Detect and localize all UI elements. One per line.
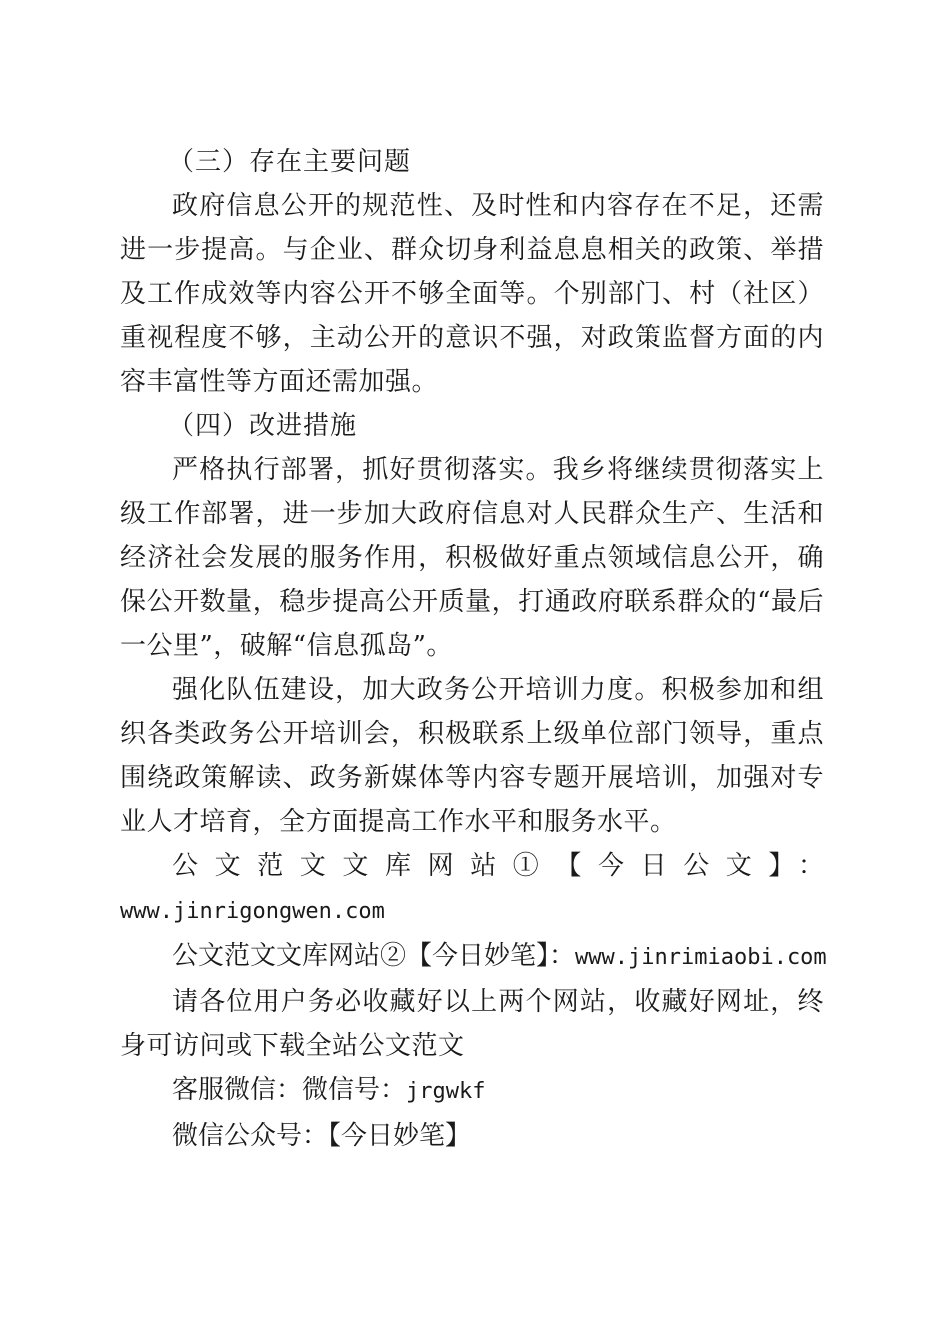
official-account-line (120, 1114, 824, 1158)
customer-service-id: jrgwkf (406, 1079, 486, 1104)
site-1-url-text[interactable]: www.jinrigongwen.com (120, 899, 385, 924)
section-4-paragraph-1: 严格执行部署，抓好贯彻落实。我乡将继续贯彻落实上级工作部署，进一步加大政府信息对人民群众生产、生活和经济社会发展的服务作用，积极做好重点领域信息公开，确保公开数量，稳步提高公开质量，打通政府联系群众的“最后一公里”，破解“信息孤岛”。 (120, 455, 824, 661)
site-2-line (120, 934, 827, 980)
section-3-heading: （三）存在主要问题 (168, 147, 412, 177)
site-2-url[interactable]: www.jinrimiaobi.com (575, 945, 827, 970)
site-1-url[interactable] (120, 888, 824, 934)
official-account-label: 微信公众号： (172, 1121, 329, 1151)
section-4-paragraph-2: 强化队伍建设，加大政务公开培训力度。积极参加和组织各类政务公开培训会，积极联系上级单位部门领导，重点围绕政策解读、政务新媒体等内容专题开展培训，加强对专业人才培育，全方面提高工作水平和服务水平。 (120, 675, 824, 837)
customer-service-label: 客服微信：微信号： (172, 1075, 407, 1105)
document-page (120, 140, 827, 1158)
site-2-label: 公文范文文库网站②【今日妙笔】： (172, 941, 576, 971)
bookmark-notice: 请各位用户务必收藏好以上两个网站，收藏好网址，终身可访问或下载全站公文范文 (120, 987, 824, 1061)
section-4-heading: （四）改进措施 (168, 411, 358, 441)
official-account-name: 【今日妙笔】 (328, 1121, 472, 1151)
customer-service-line (120, 1068, 824, 1114)
site-1-label: 公文范文文库网站①【今日公文】： (172, 851, 824, 881)
section-3-body: 政府信息公开的规范性、及时性和内容存在不足，还需进一步提高。与企业、群众切身利益息息相关的政策、举措及工作成效等内容公开不够全面等。个别部门、村（社区）重视程度不够，主动公开的意识不强，对政策监督方面的内容丰富性等方面还需加强。 (120, 191, 824, 397)
